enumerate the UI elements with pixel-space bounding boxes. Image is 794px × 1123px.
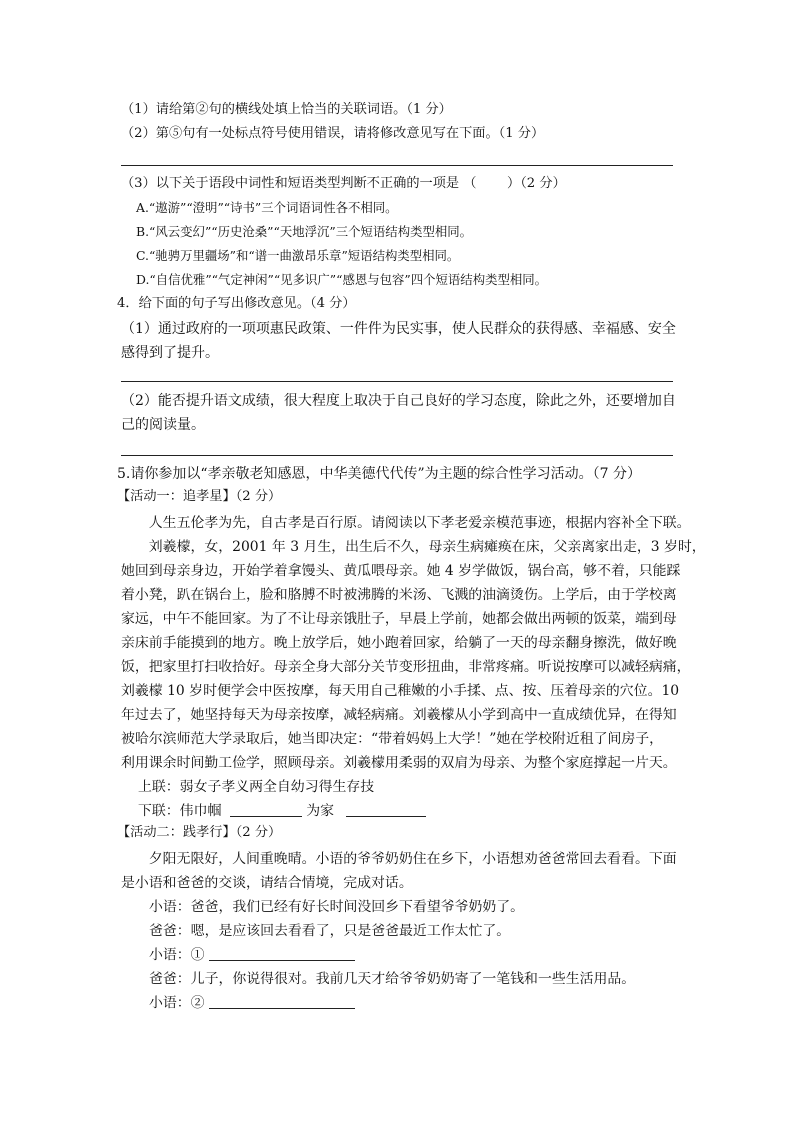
option-b: B.“风云变幻”“历史沧桑”“天地浮沉”三个短语结构类型相同。 bbox=[136, 224, 473, 239]
dialogue-line-1: 小语：爸爸，我们已经有好长时间没回乡下看望爷爷奶奶了。 bbox=[149, 899, 525, 915]
activity-2-text-1: 夕阳无限好，人间重晚晴。小语的爷爷奶奶住在乡下，小语想劝爸爸常回去看看。下面 bbox=[121, 851, 677, 867]
question-5: 5.请你参加以“孝亲敬老知感恩，中华美德代代传”为主题的综合性学习活动。（7 分） bbox=[117, 466, 642, 482]
dialogue-prefix: 小语：② bbox=[149, 995, 205, 1011]
question-4-1-line1: （1）通过政府的一项项惠民政策、一件件为民实事，使人民群众的获得感、幸福感、安全 bbox=[121, 321, 676, 337]
option-a: A.“遨游”“澄明”“诗书”三个词语词性各不相同。 bbox=[136, 200, 398, 215]
question-4: 4．给下面的句子写出修改意见。（4 分） bbox=[117, 296, 356, 311]
passage-line-7: 饭，把家里打扫收拾好。母亲全身大部分关节变形扭曲，非常疼痛。听说按摩可以减轻病痛， bbox=[121, 659, 691, 675]
answer-line bbox=[121, 381, 673, 382]
passage-line-1: 人生五伦孝为先，自古孝是百行原。请阅读以下孝老爱亲模范事迹，根据内容补全下联。 bbox=[121, 515, 691, 531]
couplet-lower-middle: 为家 bbox=[306, 803, 334, 819]
dialogue-line-2: 爸爸：嗯，是应该回去看看了，只是爸爸最近工作太忙了。 bbox=[149, 923, 511, 939]
passage-line-2: 刘羲檬，女，2001 年 3 月生，出生后不久，母亲生病瘫痪在床，父亲离家出走，3 岁时， bbox=[121, 539, 706, 555]
passage-line-6: 亲床前手能摸到的地方。晚上放学后，她小跑着回家，给躺了一天的母亲翻身擦洗，做好晚 bbox=[121, 635, 677, 651]
question-4-2-line1: （2）能否提升语文成绩，很大程度上取决于自己良好的学习态度，除此之外，还要增加自 bbox=[121, 393, 676, 409]
passage-line-5: 家远，中午不能回家。为了不让母亲饿肚子，早晨上学前，她都会做出两顿的饭菜，端到母 bbox=[121, 611, 677, 627]
couplet-lower-prefix: 下联：伟巾帼 bbox=[138, 803, 222, 819]
question-3-3: （3）以下关于语段中词性和短语类型判断不正确的一项是 （ ）（2 分） bbox=[121, 176, 566, 191]
activity-2-heading: 【活动二：践孝行】（2 分） bbox=[117, 825, 282, 840]
couplet-blank-2[interactable] bbox=[346, 802, 426, 817]
question-3-2: （2）第⑤句有一处标点符号使用错误，请将修改意见写在下面。（1 分） bbox=[121, 126, 545, 141]
passage-line-10: 被哈尔滨师范大学录取后，她当即决定：“带着妈妈上大学！”她在学校附近租了间房子， bbox=[121, 731, 664, 747]
couplet-upper: 上联：弱女子孝义两全自幼习得生存技 bbox=[138, 779, 375, 795]
dialogue-line-4: 爸爸：儿子，你说得很对。我前几天才给爷爷奶奶寄了一笔钱和一些生活用品。 bbox=[149, 971, 636, 987]
question-4-2-line2: 己的阅读量。 bbox=[121, 417, 205, 433]
answer-line bbox=[121, 455, 673, 456]
answer-blank-2[interactable] bbox=[209, 994, 355, 1009]
couplet-lower bbox=[138, 799, 426, 823]
dialogue-line-5 bbox=[149, 991, 355, 1015]
dialogue-line-3 bbox=[149, 943, 355, 967]
dialogue-prefix: 小语：① bbox=[149, 947, 205, 963]
passage-line-3: 她回到母亲身边，开始学着拿馒头、黄瓜喂母亲。她 4 岁学做饭，锅台高，够不着，只能踩 bbox=[121, 563, 681, 579]
passage-line-8: 刘羲檬 10 岁时便学会中医按摩，每天用自己稚嫩的小手揉、点、按、压着母亲的穴位。10 bbox=[121, 683, 680, 699]
question-3-1: （1）请给第②句的横线处填上恰当的关联词语。（1 分） bbox=[121, 102, 452, 117]
passage-line-11: 利用课余时间勤工俭学，照顾母亲。刘羲檬用柔弱的双肩为母亲、为整个家庭撑起一片天。 bbox=[121, 755, 677, 771]
couplet-blank-1[interactable] bbox=[230, 802, 302, 817]
option-d: D.“自信优雅”“气定神闲”“见多识广”“感恩与包容”四个短语结构类型相同。 bbox=[136, 272, 548, 287]
option-c: C.“驰骋万里疆场”和“谱一曲激昂乐章”短语结构类型相同。 bbox=[136, 248, 460, 263]
passage-line-9: 年过去了，她坚持每天为母亲按摩，减轻病痛。刘羲檬从小学到高中一直成绩优异，在得知 bbox=[121, 707, 677, 723]
passage-line-4: 着小凳，趴在锅台上，脸和胳膊不时被沸腾的米汤、飞溅的油滴烫伤。上学后，由于学校离 bbox=[121, 587, 677, 603]
answer-blank-1[interactable] bbox=[209, 946, 355, 961]
activity-1-heading: 【活动一：追孝星】（2 分） bbox=[117, 489, 282, 504]
activity-2-text-2: 是小语和爸爸的交谈，请结合情境，完成对话。 bbox=[121, 875, 413, 891]
answer-line bbox=[121, 165, 673, 166]
question-4-1-line2: 感得到了提升。 bbox=[121, 345, 219, 361]
